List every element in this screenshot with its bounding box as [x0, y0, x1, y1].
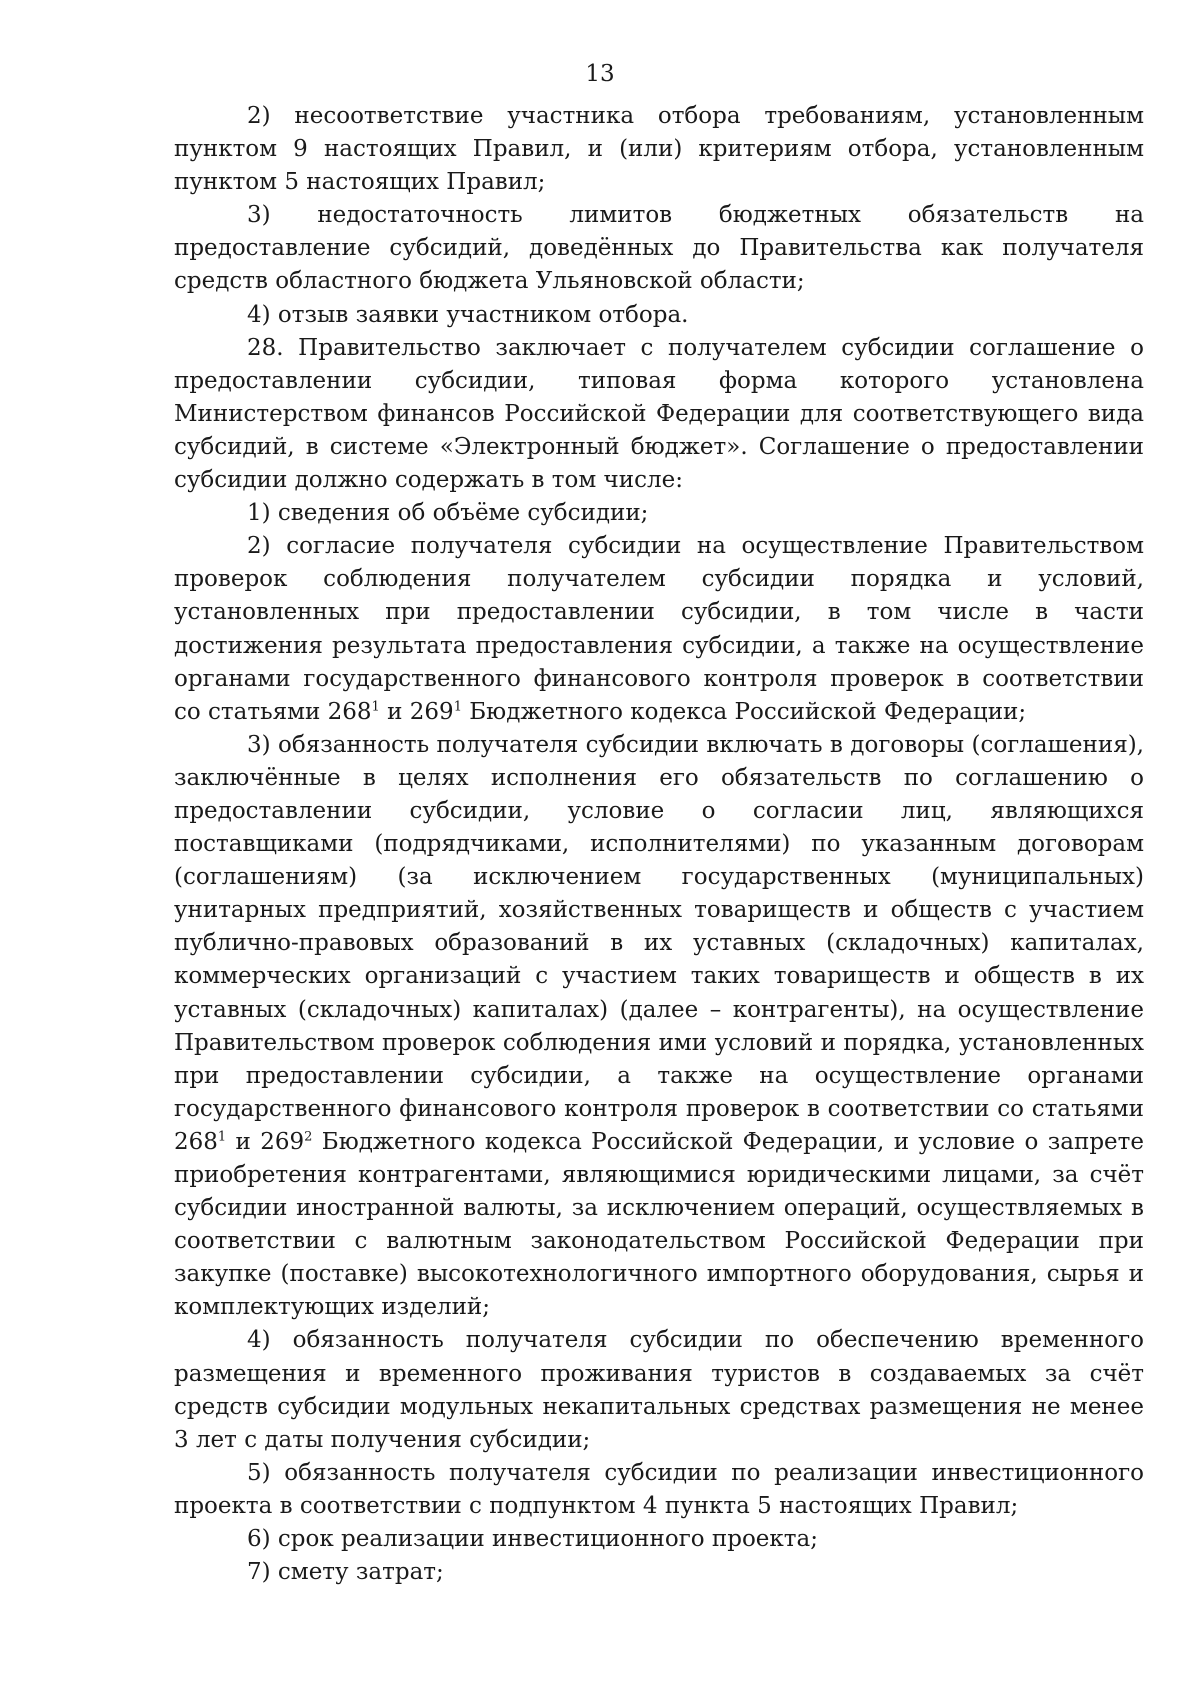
paragraph-subitem-3 — [174, 729, 1144, 1325]
text-segment: 2) согласие получателя субсидии на осуществление Правительством проверок соблюдения получателем субсидии порядка и условий, установленных при предоставлении субсидии, в том числе в части достижения результата предоставления субсидии, а также на осуществление органами государственного финансового контроля проверок в соответствии со статьями 268 — [174, 533, 1144, 725]
paragraph-subitem-7: 7) смету затрат; — [247, 1559, 444, 1586]
paragraph-item-3: 3) недостаточность лимитов бюджетных обязательств на предоставление субсидий, доведённых до Правительства как получателя средств областного бюджета Ульяновской области; — [174, 202, 1144, 295]
text-segment: 3) обязанность получателя субсидии включать в договоры (соглашения), заключённые в целях исполнения его обязательств по соглашению о предоставлении субсидии, условие о согласии лиц, являющихся поставщиками (подрядчиками, исполнителями) по указанным договорам (соглашениям) (за исключением государственных (муниципальных) унитарных предприятий, хозяйственных товариществ и обществ с участием публично-правовых образований в их уставных (складочных) капиталах, коммерческих организаций с участием таких товариществ и обществ в их уставных (складочных) капиталах) (далее – контрагенты), на осуществление Правительством проверок соблюдения ими условий и порядка, установленных при предоставлении субсидии, а также на осуществление органами государственного финансового контроля проверок в соответствии со статьями 268 — [174, 731, 1144, 1155]
superscript: 1 — [453, 699, 462, 715]
paragraph-subitem-6: 6) срок реализации инвестиционного проекта; — [247, 1526, 818, 1553]
paragraph-item-2: 2) несоответствие участника отбора требованиям, установленным пунктом 9 настоящих Правил, и (или) критериям отбора, установленным пунктом 5 настоящих Правил; — [174, 103, 1144, 196]
text-segment: Бюджетного кодекса Российской Федерации, и условие о запрете приобретения контрагентами, являющимися юридическими лицами, за счёт субсидии иностранной валюты, за исключением операций, осуществляемых в соответствии с валютным законодательством Российской Федерации при закупке (поставке) высокотехнологичного импортного оборудования, сырья и комплектующих изделий; — [174, 1128, 1145, 1321]
document-body — [174, 100, 1144, 1589]
paragraph-clause-28: 28. Правительство заключает с получателем субсидии соглашение о предоставлении субсидии, типовая форма которого установлена Министерством финансов Российской Федерации для соответствующего вида субсидий, в системе «Электронный бюджет». Соглашение о предоставлении субсидии должно содержать в том числе: — [174, 334, 1144, 494]
paragraph-subitem-1: 1) сведения об объёме субсидии; — [247, 500, 649, 527]
page-number: 13 — [585, 61, 615, 87]
superscript: 2 — [304, 1129, 313, 1145]
paragraph-subitem-5: 5) обязанность получателя субсидии по реализации инвестиционного проекта в соответствии с подпунктом 4 пункта 5 настоящих Правил; — [174, 1459, 1144, 1519]
text-segment: и 269 — [226, 1128, 305, 1155]
superscript: 1 — [371, 699, 380, 715]
paragraph-item-4: 4) отзыв заявки участником отбора. — [247, 301, 689, 328]
paragraph-subitem-2 — [174, 530, 1144, 729]
paragraph-subitem-4: 4) обязанность получателя субсидии по обеспечению временного размещения и временного проживания туристов в создаваемых за счёт средств субсидии модульных некапитальных средствах размещения не менее 3 лет с даты получения субсидии; — [174, 1327, 1144, 1453]
text-segment: Бюджетного кодекса Российской Федерации; — [461, 698, 1027, 725]
text-segment: и 269 — [379, 698, 454, 725]
superscript: 1 — [217, 1129, 227, 1145]
